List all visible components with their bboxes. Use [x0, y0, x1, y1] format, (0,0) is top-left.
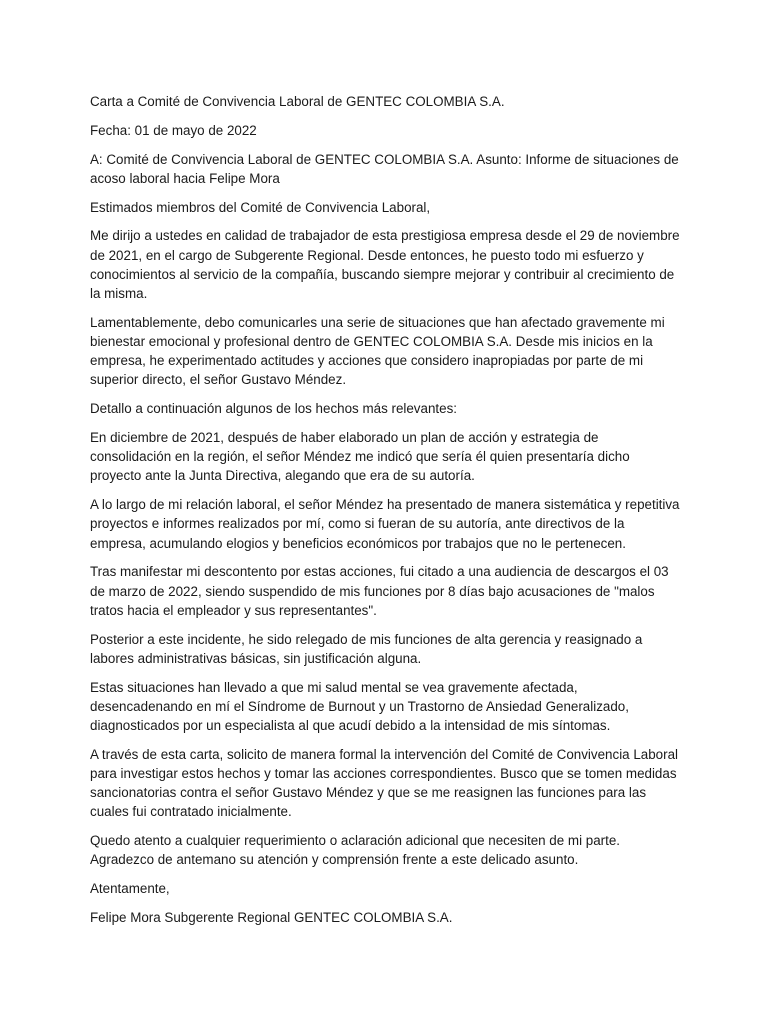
body-paragraph: Detallo a continuación algunos de los hechos más relevantes:: [90, 401, 457, 417]
body-paragraph: A lo largo de mi relación laboral, el señor Méndez ha presentado de manera sistemática y repetitiva proyectos e informes realizados por mí, como si fueran de su autoría, ante directivos de la empresa, acumulando elogios y beneficios económicos por trabajos que no le pertenecen.: [90, 497, 680, 551]
letter-signature: Felipe Mora Subgerente Regional GENTEC COLOMBIA S.A.: [90, 910, 453, 926]
body-paragraph: Estas situaciones han llevado a que mi salud mental se vea gravemente afectada, desencadenando en mí el Síndrome de Burnout y un Trastorno de Ansiedad Generalizado, diagnosticados por un especialista al que acudí debido a la intensidad de mis síntomas.: [90, 679, 629, 734]
letter-closing: Atentamente,: [90, 881, 170, 897]
body-paragraph: Quedo atento a cualquier requerimiento o aclaración adicional que necesiten de mi parte. Agradezco de antemano su atención y comprensión frente a este delicado asunto.: [90, 833, 621, 868]
letter-addressee: A: Comité de Convivencia Laboral de GENTEC COLOMBIA S.A. Asunto: Informe de situaciones de acoso laboral hacia Felipe Mora: [90, 151, 679, 186]
letter-greeting: Estimados miembros del Comité de Convivencia Laboral,: [90, 199, 431, 215]
body-paragraph: En diciembre de 2021, después de haber elaborado un plan de acción y estrategia de consolidación en la región, el señor Méndez me indicó que sería él quien presentaría dicho proyecto ante la Junta Directiva, alegando que era de su autoría.: [90, 430, 630, 484]
letter-document: [90, 92, 682, 937]
body-paragraph: Me dirijo a ustedes en calidad de trabajador de esta prestigiosa empresa desde el 29 de noviembre de 2021, en el cargo de Subgerente Regional. Desde entonces, he puesto todo mi esfuerzo y conocimientos al servicio de la compañía, buscando siempre mejorar y contribuir al crecimiento de la misma.: [90, 228, 680, 301]
body-paragraph: A través de esta carta, solicito de manera formal la intervención del Comité de Convivencia Laboral para investigar estos hechos y tomar las acciones correspondientes. Busco que se tomen medidas sancionatorias contra el señor Gustavo Méndez y que se me reasignen las funciones para las cuales fui contratado inicialmente.: [90, 746, 679, 820]
body-paragraph: Tras manifestar mi descontento por estas acciones, fui citado a una audiencia de descargos el 03 de marzo de 2022, siendo suspendido de mis funciones por 8 días bajo acusaciones de "malos tratos hacia el empleador y sus representantes".: [90, 564, 669, 618]
letter-title: Carta a Comité de Convivencia Laboral de GENTEC COLOMBIA S.A.: [90, 94, 505, 109]
letter-date: Fecha: 01 de mayo de 2022: [90, 122, 257, 138]
body-paragraph: Posterior a este incidente, he sido relegado de mis funciones de alta gerencia y reasignado a labores administrativas básicas, sin justificación alguna.: [90, 631, 643, 666]
body-paragraph: Lamentablemente, debo comunicarles una serie de situaciones que han afectado gravemente mi bienestar emocional y profesional dentro de GENTEC COLOMBIA S.A. Desde mis inicios en la empresa, he experimentado actitudes y acciones que considero inapropiadas por parte de mi superior directo, el señor Gustavo Méndez.: [90, 314, 665, 388]
